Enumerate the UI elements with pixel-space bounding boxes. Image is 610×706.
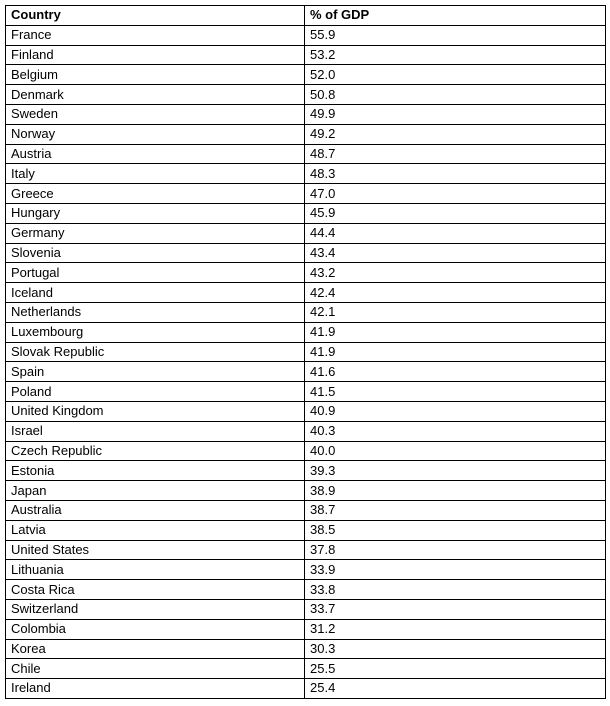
gdp-value-cell: 40.9 — [305, 401, 606, 421]
gdp-value-cell: 49.2 — [305, 124, 606, 144]
table-row — [6, 520, 606, 540]
country-cell: Slovenia — [6, 243, 305, 263]
table-row — [6, 124, 606, 144]
gdp-value-cell: 47.0 — [305, 184, 606, 204]
table-row — [6, 500, 606, 520]
table-row — [6, 362, 606, 382]
table-row — [6, 540, 606, 560]
country-cell: Australia — [6, 500, 305, 520]
country-cell: Portugal — [6, 263, 305, 283]
gdp-column-header: % of GDP — [305, 6, 606, 26]
table-row — [6, 481, 606, 501]
table-row — [6, 421, 606, 441]
gdp-value-cell: 33.7 — [305, 599, 606, 619]
table-row — [6, 203, 606, 223]
table-row — [6, 619, 606, 639]
table-row — [6, 104, 606, 124]
gdp-value-cell: 44.4 — [305, 223, 606, 243]
gdp-value-cell: 43.4 — [305, 243, 606, 263]
gdp-value-cell: 30.3 — [305, 639, 606, 659]
country-cell: Belgium — [6, 65, 305, 85]
gdp-value-cell: 55.9 — [305, 25, 606, 45]
table-row — [6, 243, 606, 263]
table-row — [6, 283, 606, 303]
gdp-table — [5, 5, 606, 699]
table-row — [6, 639, 606, 659]
country-cell: Spain — [6, 362, 305, 382]
gdp-value-cell: 41.5 — [305, 382, 606, 402]
table-row — [6, 85, 606, 105]
country-cell: United Kingdom — [6, 401, 305, 421]
table-row — [6, 659, 606, 679]
gdp-value-cell: 37.8 — [305, 540, 606, 560]
country-cell: Netherlands — [6, 302, 305, 322]
gdp-value-cell: 52.0 — [305, 65, 606, 85]
table-row — [6, 401, 606, 421]
gdp-value-cell: 25.4 — [305, 679, 606, 699]
country-cell: Japan — [6, 481, 305, 501]
gdp-value-cell: 45.9 — [305, 203, 606, 223]
country-cell: Ireland — [6, 679, 305, 699]
table-row — [6, 382, 606, 402]
country-cell: United States — [6, 540, 305, 560]
gdp-value-cell: 33.8 — [305, 580, 606, 600]
table-row — [6, 184, 606, 204]
table-row — [6, 223, 606, 243]
country-cell: Switzerland — [6, 599, 305, 619]
country-cell: Italy — [6, 164, 305, 184]
gdp-value-cell: 38.7 — [305, 500, 606, 520]
country-cell: Chile — [6, 659, 305, 679]
table-row — [6, 322, 606, 342]
country-cell: Slovak Republic — [6, 342, 305, 362]
gdp-value-cell: 42.4 — [305, 283, 606, 303]
gdp-value-cell: 39.3 — [305, 461, 606, 481]
gdp-value-cell: 41.9 — [305, 342, 606, 362]
table-header-row — [6, 6, 606, 26]
country-cell: Greece — [6, 184, 305, 204]
gdp-value-cell: 53.2 — [305, 45, 606, 65]
table-row — [6, 560, 606, 580]
gdp-value-cell: 40.3 — [305, 421, 606, 441]
country-cell: Colombia — [6, 619, 305, 639]
gdp-value-cell: 48.7 — [305, 144, 606, 164]
table-row — [6, 441, 606, 461]
gdp-value-cell: 38.9 — [305, 481, 606, 501]
gdp-table-container — [5, 5, 606, 699]
table-row — [6, 461, 606, 481]
country-cell: Sweden — [6, 104, 305, 124]
gdp-value-cell: 43.2 — [305, 263, 606, 283]
gdp-value-cell: 25.5 — [305, 659, 606, 679]
country-cell: Korea — [6, 639, 305, 659]
country-cell: Hungary — [6, 203, 305, 223]
country-cell: Iceland — [6, 283, 305, 303]
country-column-header: Country — [6, 6, 305, 26]
table-body — [6, 25, 606, 698]
table-row — [6, 65, 606, 85]
table-row — [6, 164, 606, 184]
gdp-value-cell: 48.3 — [305, 164, 606, 184]
table-row — [6, 599, 606, 619]
gdp-value-cell: 40.0 — [305, 441, 606, 461]
table-row — [6, 302, 606, 322]
country-cell: Poland — [6, 382, 305, 402]
country-cell: Lithuania — [6, 560, 305, 580]
table-row — [6, 45, 606, 65]
gdp-value-cell: 49.9 — [305, 104, 606, 124]
gdp-value-cell: 41.9 — [305, 322, 606, 342]
country-cell: Austria — [6, 144, 305, 164]
country-cell: Czech Republic — [6, 441, 305, 461]
table-row — [6, 25, 606, 45]
gdp-value-cell: 33.9 — [305, 560, 606, 580]
gdp-value-cell: 38.5 — [305, 520, 606, 540]
table-row — [6, 144, 606, 164]
table-row — [6, 580, 606, 600]
country-cell: Costa Rica — [6, 580, 305, 600]
country-cell: Latvia — [6, 520, 305, 540]
table-row — [6, 679, 606, 699]
country-cell: Norway — [6, 124, 305, 144]
table-row — [6, 342, 606, 362]
table-row — [6, 263, 606, 283]
country-cell: Estonia — [6, 461, 305, 481]
country-cell: France — [6, 25, 305, 45]
country-cell: Finland — [6, 45, 305, 65]
gdp-value-cell: 31.2 — [305, 619, 606, 639]
country-cell: Denmark — [6, 85, 305, 105]
gdp-value-cell: 50.8 — [305, 85, 606, 105]
gdp-value-cell: 41.6 — [305, 362, 606, 382]
country-cell: Germany — [6, 223, 305, 243]
gdp-value-cell: 42.1 — [305, 302, 606, 322]
country-cell: Israel — [6, 421, 305, 441]
country-cell: Luxembourg — [6, 322, 305, 342]
